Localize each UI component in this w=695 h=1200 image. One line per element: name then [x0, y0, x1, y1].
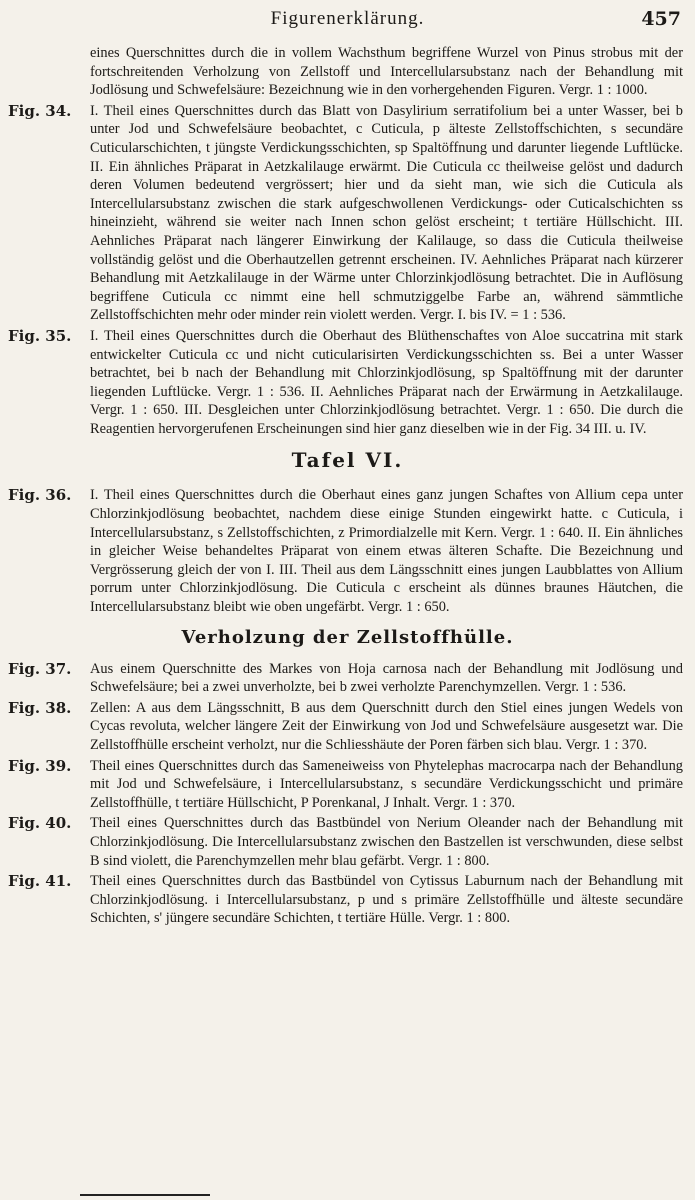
running-title: Figurenerklärung.	[270, 8, 425, 29]
figure-label: Fig. 40.	[8, 814, 72, 833]
figure-caption: Theil eines Querschnittes durch das Bastbündel von Cytissus Laburnum nach der Behandlung mit Chlorzinkjodlösung. i Intercellularsubstanz, p und s primäre Zellstoffhülle und älteste secundäre Schichten, s' jüngere secundäre Schichten, t tertiäre Hülle. Vergr. 1 : 800.	[90, 873, 683, 927]
page-body	[0, 44, 695, 928]
figure-entry	[0, 486, 695, 616]
footer-rule	[80, 1194, 210, 1196]
figure-entry	[0, 102, 695, 325]
figure-caption: Theil eines Querschnittes durch das Sameneiweiss von Phytelephas macrocarpa nach der Behandlung mit Jod und Schwefelsäure, i Intercellularsubstanz, s secundäre Verdickungsschicht und primäre Zellstoffhülle, t tertiäre Hüllschicht, P Porenkanal, J Inhalt. Vergr. 1 : 370.	[90, 757, 683, 811]
figure-caption: I. Theil eines Querschnittes durch die Oberhaut eines ganz jungen Schaftes von Allium cepa unter Chlorzinkjodlösung beobachtet, nachdem diese einige Stunden eingewirkt hatte. c Cuticula, i Intercellularsubstanz, s Zellstoffschichten, z Primordialzelle mit Kern. Vergr. 1 : 640. II. Ein ähnliches in gleicher Weise behandeltes Präparat von einem etwas älteren Schafte. Die Bezeichnung und Vergrösserung gleich der von I. III. Theil aus dem Längsschnitt eines jungen Laubblattes von Allium porrum unter Chlorzinkjodlösung. Die Cuticula c erscheint als dünnes braunes Häutchen, die Intercellularsubstanz bleibt wie oben ungefärbt. Vergr. 1 : 650.	[90, 487, 683, 616]
figure-label: Fig. 41.	[8, 872, 72, 891]
figure-caption: Theil eines Querschnittes durch das Bastbündel von Nerium Oleander nach der Behandlung mit Chlorzinkjodlösung. Die Intercellularsubstanz zwischen den Bastzellen ist verschwunden, diese selbst B sind violett, die Parenchymzellen mehr blau gefärbt. Vergr. 1 : 800.	[90, 815, 683, 869]
figure-label: Fig. 39.	[8, 756, 72, 775]
page-number: 457	[641, 8, 681, 30]
figure-entry	[0, 872, 695, 928]
figure-label: Fig. 35.	[8, 326, 72, 345]
figure-caption: Aus einem Querschnitte des Markes von Hoja carnosa nach der Behandlung mit Jodlösung und Schwefelsäure; bei a zwei unverholzte, bei b zwei verholzte Parenchymzellen. Vergr. 1 : 536.	[90, 660, 683, 696]
figure-caption: Zellen: A aus dem Längsschnitt, B aus dem Querschnitt durch den Stiel eines jungen Wedels von Cycas revoluta, welcher längere Zeit der Einwirkung von Jod und Schwefelsäure ausgesetzt war. Die Zellstoffhülle erscheint verholzt, nur die Schliesshäute der Poren färben sich blau. Vergr. 1 : 370.	[90, 699, 683, 753]
figure-label: Fig. 34.	[8, 101, 72, 120]
figure-label: Fig. 37.	[8, 659, 72, 678]
section-heading-verholzung: Verholzung der Zellstoffhülle.	[181, 626, 514, 648]
section-heading-tafel: Tafel VI.	[291, 448, 404, 473]
figure-entry	[0, 757, 695, 813]
continued-text: eines Querschnittes durch die in vollem Wachsthum begriffene Wurzel von Pinus strobus mit der fortschreitenden Verholzung von Zellstoff und Intercellularsubstanz nach der Behandlung mit Jodlösung und Schwefelsäure: Bezeichnung wie in den vorhergehenden Figuren. Vergr. 1 : 1000.	[90, 45, 683, 99]
figure-entry	[0, 327, 695, 439]
continued-entry	[0, 44, 695, 100]
figure-caption: I. Theil eines Querschnittes durch das Blatt von Dasylirium serratifolium bei a unter Wasser, bei b unter Jod und Schwefelsäure beobachtet, c Cuticula, p älteste Zellstoffschichten, s secundäre Cuticularschichten, t jüngste Verdickungsschichten, sp Spaltöffnung und darunter liegende Luftlücke. II. Ein ähnliches Präparat in Aetzkalilauge erwärmt. Die Cuticula cc theilweise gelöst und dadurch deren Volumen bedeutend vergrössert; hier und da sieht man, wie sich die Cuticula als Intercellularsubstanz zwischen die stark aufgeschwollenen Verdickungs- oder Cuticalschichten ss hineinzieht, während sie weiter nach Innen schon gelöst erscheint; t tertiäre Hüllschicht. III. Aehnliches Präparat nach längerer Einwirkung der Kalilauge, so dass die Cuticula theilweise vollständig gelöst und die Oberhautzellen getrennt erscheinen. IV. Aehnliches Präparat nach kürzerer Behandlung mit Aetzkalilauge in der Wärme unter Chlorzinkjodlösung betrachtet. Die in Auflösung begriffene Cuticula cc nimmt eine hell schmutziggelbe Farbe an, während sämmtliche Zellstoffschichten mehr oder minder rein violett werden. Vergr. I. bis IV. = 1 : 536.	[90, 102, 683, 324]
figure-label: Fig. 38.	[8, 698, 72, 717]
figure-entry	[0, 814, 695, 870]
running-header	[0, 8, 695, 38]
figure-entry	[0, 699, 695, 755]
figure-caption: I. Theil eines Querschnittes durch die Oberhaut des Blüthenschaftes von Aloe succatrina mit stark entwickelter Cuticula cc und nicht cuticularisirten Verdickungsschichten ss. Bei a unter Wasser betrachtet, bei b nach der Behandlung mit Chlorzinkjodlösung, sp Spaltöffnung mit der darunter liegenden Luftlücke. Vergr. 1 : 536. II. Aehnliches Präparat nach der Erwärmung in Aetzkalilauge. Vergr. 1 : 650. III. Desgleichen unter Chlorzinkjodlösung betrachtet. Vergr. 1 : 650. Die durch die Reagentien hervorgerufenen Erscheinungen sind hier ganz dieselben wie in der Fig. 34 III. u. IV.	[90, 327, 683, 437]
figure-entry	[0, 660, 695, 697]
figure-label: Fig. 36.	[8, 486, 72, 505]
